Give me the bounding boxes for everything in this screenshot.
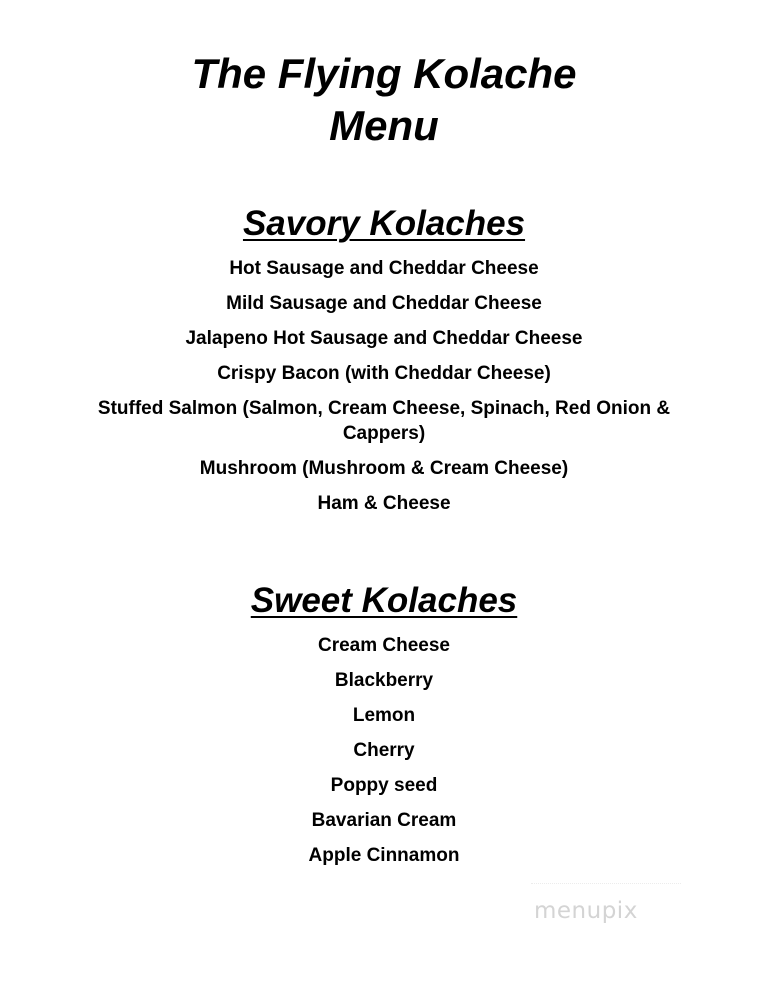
sweet-item: Lemon: [352, 705, 416, 726]
menu-title: [0, 48, 768, 152]
savory-item: Jalapeno Hot Sausage and Cheddar Cheese: [185, 328, 583, 349]
menupix-watermark: menupix: [534, 898, 638, 924]
menu-title-line2: Menu: [329, 102, 439, 149]
watermark-divider: [531, 883, 681, 887]
sweet-item: Cream Cheese: [317, 635, 451, 656]
savory-heading: Savory Kolaches: [242, 204, 526, 243]
sweet-item: Blackberry: [334, 670, 434, 691]
savory-item: Stuffed Salmon (Salmon, Cream Cheese, Spinach, Red Onion & Cappers): [97, 398, 671, 444]
savory-item: Hot Sausage and Cheddar Cheese: [229, 258, 539, 279]
savory-item: Mild Sausage and Cheddar Cheese: [226, 293, 542, 314]
sweet-item: Cherry: [353, 740, 415, 761]
savory-item: Mushroom (Mushroom & Cream Cheese): [199, 458, 569, 479]
savory-item: Ham & Cheese: [317, 493, 451, 514]
savory-item: Crispy Bacon (with Cheddar Cheese): [217, 363, 551, 384]
menu-title-line1: The Flying Kolache: [191, 50, 577, 97]
sweet-item: Bavarian Cream: [311, 810, 457, 831]
sweet-item: Poppy seed: [330, 775, 438, 796]
sweet-item: Apple Cinnamon: [308, 845, 460, 866]
sweet-heading: Sweet Kolaches: [250, 581, 518, 620]
